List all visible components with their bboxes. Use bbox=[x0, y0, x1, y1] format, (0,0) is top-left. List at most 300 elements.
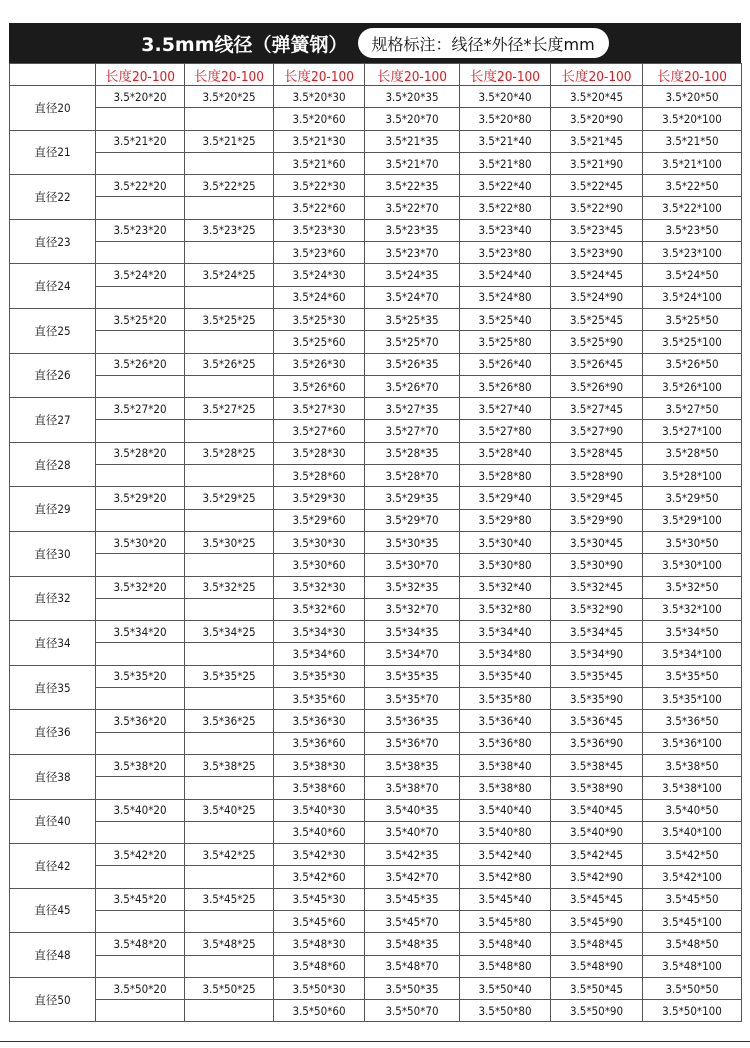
table-row bbox=[10, 331, 742, 353]
spec-cell: 3.5*36*35 bbox=[365, 710, 460, 732]
spec-cell: 3.5*45*90 bbox=[551, 910, 643, 932]
spec-cell: 3.5*29*40 bbox=[460, 487, 551, 509]
page-title: 3.5mm线径（弹簧钢） bbox=[141, 33, 348, 56]
spec-cell: 3.5*20*45 bbox=[551, 86, 643, 108]
spec-cell: 3.5*40*100 bbox=[643, 821, 742, 843]
spec-cell: 3.5*42*100 bbox=[643, 866, 742, 888]
spec-cell: 3.5*26*45 bbox=[551, 353, 643, 375]
spec-cell: 3.5*22*50 bbox=[643, 175, 742, 197]
spec-cell bbox=[96, 598, 185, 620]
spec-cell: 3.5*29*35 bbox=[365, 487, 460, 509]
spec-cell: 3.5*34*60 bbox=[274, 643, 365, 665]
spec-cell: 3.5*38*45 bbox=[551, 754, 643, 776]
spec-cell: 3.5*35*20 bbox=[96, 665, 185, 687]
table-row bbox=[10, 375, 742, 397]
table-row bbox=[10, 286, 742, 308]
spec-cell: 3.5*27*60 bbox=[274, 420, 365, 442]
spec-cell: 3.5*24*100 bbox=[643, 286, 742, 308]
spec-cell: 3.5*21*80 bbox=[460, 152, 551, 174]
table-row bbox=[10, 888, 742, 910]
spec-cell bbox=[96, 375, 185, 397]
spec-cell bbox=[185, 465, 274, 487]
table-row bbox=[10, 643, 742, 665]
spec-cell: 3.5*20*30 bbox=[274, 86, 365, 108]
spec-cell: 3.5*22*60 bbox=[274, 197, 365, 219]
table-row bbox=[10, 308, 742, 330]
spec-cell: 3.5*40*45 bbox=[551, 799, 643, 821]
spec-cell: 3.5*34*80 bbox=[460, 643, 551, 665]
spec-cell: 3.5*30*20 bbox=[96, 531, 185, 553]
spec-cell: 3.5*34*90 bbox=[551, 643, 643, 665]
spec-cell: 3.5*24*80 bbox=[460, 286, 551, 308]
spec-cell: 3.5*50*20 bbox=[96, 977, 185, 999]
table-row bbox=[10, 420, 742, 442]
bottom-divider bbox=[0, 1041, 750, 1042]
spec-cell: 3.5*45*80 bbox=[460, 910, 551, 932]
table-row bbox=[10, 754, 742, 776]
spec-cell: 3.5*45*60 bbox=[274, 910, 365, 932]
spec-cell: 3.5*42*80 bbox=[460, 866, 551, 888]
spec-cell: 3.5*20*70 bbox=[365, 108, 460, 130]
spec-cell bbox=[185, 509, 274, 531]
spec-cell: 3.5*34*30 bbox=[274, 621, 365, 643]
spec-cell: 3.5*22*25 bbox=[185, 175, 274, 197]
table-row bbox=[10, 197, 742, 219]
spec-cell: 3.5*29*50 bbox=[643, 487, 742, 509]
spec-cell: 3.5*48*40 bbox=[460, 933, 551, 955]
diameter-label: 直径48 bbox=[10, 933, 96, 978]
spec-cell: 3.5*21*45 bbox=[551, 130, 643, 152]
spec-cell: 3.5*45*35 bbox=[365, 888, 460, 910]
table-row bbox=[10, 799, 742, 821]
spec-cell: 3.5*50*80 bbox=[460, 1000, 551, 1022]
table-row bbox=[10, 175, 742, 197]
spec-cell: 3.5*28*60 bbox=[274, 465, 365, 487]
spec-cell: 3.5*20*90 bbox=[551, 108, 643, 130]
spec-cell: 3.5*35*30 bbox=[274, 665, 365, 687]
table-row bbox=[10, 866, 742, 888]
spec-cell: 3.5*35*60 bbox=[274, 688, 365, 710]
spec-cell: 3.5*22*30 bbox=[274, 175, 365, 197]
spec-cell: 3.5*28*70 bbox=[365, 465, 460, 487]
column-header-length: 长度20-100 bbox=[185, 64, 274, 86]
spec-cell: 3.5*32*40 bbox=[460, 576, 551, 598]
spec-cell bbox=[96, 688, 185, 710]
spec-cell: 3.5*25*100 bbox=[643, 331, 742, 353]
spec-cell: 3.5*36*90 bbox=[551, 732, 643, 754]
table-row bbox=[10, 688, 742, 710]
spec-cell: 3.5*50*50 bbox=[643, 977, 742, 999]
diameter-label: 直径36 bbox=[10, 710, 96, 755]
spec-cell: 3.5*27*25 bbox=[185, 398, 274, 420]
spec-cell bbox=[96, 420, 185, 442]
column-header-length: 长度20-100 bbox=[460, 64, 551, 86]
spec-cell: 3.5*45*50 bbox=[643, 888, 742, 910]
table-row bbox=[10, 465, 742, 487]
table-row bbox=[10, 86, 742, 108]
spec-cell: 3.5*38*20 bbox=[96, 754, 185, 776]
spec-cell: 3.5*26*35 bbox=[365, 353, 460, 375]
spec-cell bbox=[96, 821, 185, 843]
spec-cell: 3.5*26*25 bbox=[185, 353, 274, 375]
spec-cell bbox=[96, 152, 185, 174]
table-row bbox=[10, 554, 742, 576]
spec-cell: 3.5*27*80 bbox=[460, 420, 551, 442]
spec-cell: 3.5*38*25 bbox=[185, 754, 274, 776]
spec-cell: 3.5*30*100 bbox=[643, 554, 742, 576]
spec-cell bbox=[185, 821, 274, 843]
spec-cell bbox=[185, 331, 274, 353]
spec-cell: 3.5*28*45 bbox=[551, 442, 643, 464]
spec-cell: 3.5*34*20 bbox=[96, 621, 185, 643]
spec-cell: 3.5*38*80 bbox=[460, 777, 551, 799]
spec-cell: 3.5*26*20 bbox=[96, 353, 185, 375]
spec-cell: 3.5*26*100 bbox=[643, 375, 742, 397]
spec-cell: 3.5*29*60 bbox=[274, 509, 365, 531]
spec-cell: 3.5*36*20 bbox=[96, 710, 185, 732]
table-row bbox=[10, 977, 742, 999]
spec-cell: 3.5*24*70 bbox=[365, 286, 460, 308]
spec-cell: 3.5*30*30 bbox=[274, 531, 365, 553]
spec-cell: 3.5*25*25 bbox=[185, 308, 274, 330]
table-row bbox=[10, 509, 742, 531]
spec-cell: 3.5*24*40 bbox=[460, 264, 551, 286]
spec-cell: 3.5*22*20 bbox=[96, 175, 185, 197]
table-row bbox=[10, 442, 742, 464]
spec-cell: 3.5*40*80 bbox=[460, 821, 551, 843]
spec-cell: 3.5*25*70 bbox=[365, 331, 460, 353]
spec-cell: 3.5*50*30 bbox=[274, 977, 365, 999]
diameter-label: 直径27 bbox=[10, 398, 96, 443]
spec-cell: 3.5*21*30 bbox=[274, 130, 365, 152]
spec-cell: 3.5*48*100 bbox=[643, 955, 742, 977]
spec-cell: 3.5*23*70 bbox=[365, 242, 460, 264]
spec-cell: 3.5*36*45 bbox=[551, 710, 643, 732]
table-row bbox=[10, 264, 742, 286]
spec-cell: 3.5*25*40 bbox=[460, 308, 551, 330]
spec-cell: 3.5*48*60 bbox=[274, 955, 365, 977]
spec-cell: 3.5*28*50 bbox=[643, 442, 742, 464]
spec-cell: 3.5*27*20 bbox=[96, 398, 185, 420]
spec-cell: 3.5*32*60 bbox=[274, 598, 365, 620]
spec-cell: 3.5*28*35 bbox=[365, 442, 460, 464]
spec-cell: 3.5*30*70 bbox=[365, 554, 460, 576]
spec-cell: 3.5*21*90 bbox=[551, 152, 643, 174]
spec-cell: 3.5*29*45 bbox=[551, 487, 643, 509]
spec-cell: 3.5*23*60 bbox=[274, 242, 365, 264]
spec-cell: 3.5*48*70 bbox=[365, 955, 460, 977]
spec-cell: 3.5*20*40 bbox=[460, 86, 551, 108]
spec-cell: 3.5*20*35 bbox=[365, 86, 460, 108]
spec-cell: 3.5*22*35 bbox=[365, 175, 460, 197]
spec-cell: 3.5*35*80 bbox=[460, 688, 551, 710]
table-row bbox=[10, 108, 742, 130]
spec-cell bbox=[185, 777, 274, 799]
spec-cell bbox=[96, 108, 185, 130]
spec-cell: 3.5*25*50 bbox=[643, 308, 742, 330]
diameter-label: 直径34 bbox=[10, 621, 96, 666]
spec-cell: 3.5*36*70 bbox=[365, 732, 460, 754]
spec-cell: 3.5*32*80 bbox=[460, 598, 551, 620]
spec-cell: 3.5*40*25 bbox=[185, 799, 274, 821]
spec-cell: 3.5*48*25 bbox=[185, 933, 274, 955]
table-row bbox=[10, 621, 742, 643]
spec-cell: 3.5*42*20 bbox=[96, 844, 185, 866]
spec-cell: 3.5*38*30 bbox=[274, 754, 365, 776]
spec-cell: 3.5*40*30 bbox=[274, 799, 365, 821]
spec-cell: 3.5*36*50 bbox=[643, 710, 742, 732]
spec-cell: 3.5*30*90 bbox=[551, 554, 643, 576]
spec-cell: 3.5*40*35 bbox=[365, 799, 460, 821]
spec-cell: 3.5*28*40 bbox=[460, 442, 551, 464]
spec-table-body bbox=[10, 64, 742, 1022]
spec-cell: 3.5*20*60 bbox=[274, 108, 365, 130]
spec-cell: 3.5*32*25 bbox=[185, 576, 274, 598]
column-header-length: 长度20-100 bbox=[551, 64, 643, 86]
spec-cell: 3.5*35*40 bbox=[460, 665, 551, 687]
spec-cell: 3.5*42*30 bbox=[274, 844, 365, 866]
spec-cell: 3.5*23*80 bbox=[460, 242, 551, 264]
spec-cell: 3.5*42*50 bbox=[643, 844, 742, 866]
spec-cell: 3.5*24*35 bbox=[365, 264, 460, 286]
diameter-label: 直径30 bbox=[10, 531, 96, 576]
spec-cell: 3.5*40*90 bbox=[551, 821, 643, 843]
spec-cell: 3.5*26*50 bbox=[643, 353, 742, 375]
spec-cell: 3.5*22*45 bbox=[551, 175, 643, 197]
column-header-length: 长度20-100 bbox=[365, 64, 460, 86]
spec-cell: 3.5*42*70 bbox=[365, 866, 460, 888]
spec-cell: 3.5*23*90 bbox=[551, 242, 643, 264]
spec-cell: 3.5*20*20 bbox=[96, 86, 185, 108]
spec-cell: 3.5*21*60 bbox=[274, 152, 365, 174]
spec-cell: 3.5*50*60 bbox=[274, 1000, 365, 1022]
spec-cell: 3.5*21*25 bbox=[185, 130, 274, 152]
spec-cell bbox=[185, 242, 274, 264]
table-row bbox=[10, 219, 742, 241]
spec-cell bbox=[96, 509, 185, 531]
diameter-label: 直径35 bbox=[10, 665, 96, 710]
table-row bbox=[10, 910, 742, 932]
spec-cell: 3.5*50*100 bbox=[643, 1000, 742, 1022]
spec-cell: 3.5*48*80 bbox=[460, 955, 551, 977]
spec-cell: 3.5*42*35 bbox=[365, 844, 460, 866]
spec-cell: 3.5*34*100 bbox=[643, 643, 742, 665]
spec-cell: 3.5*25*35 bbox=[365, 308, 460, 330]
title-bar bbox=[9, 23, 741, 63]
spec-cell: 3.5*35*35 bbox=[365, 665, 460, 687]
diameter-label: 直径38 bbox=[10, 754, 96, 799]
spec-cell: 3.5*29*20 bbox=[96, 487, 185, 509]
spec-note-badge: 规格标注：线径*外径*长度mm bbox=[358, 28, 609, 58]
spec-cell: 3.5*36*100 bbox=[643, 732, 742, 754]
spec-cell: 3.5*36*25 bbox=[185, 710, 274, 732]
spec-cell: 3.5*42*40 bbox=[460, 844, 551, 866]
spec-cell: 3.5*30*60 bbox=[274, 554, 365, 576]
spec-cell: 3.5*42*45 bbox=[551, 844, 643, 866]
spec-cell: 3.5*28*20 bbox=[96, 442, 185, 464]
spec-cell: 3.5*25*30 bbox=[274, 308, 365, 330]
spec-cell: 3.5*29*80 bbox=[460, 509, 551, 531]
spec-cell: 3.5*38*70 bbox=[365, 777, 460, 799]
spec-cell: 3.5*25*80 bbox=[460, 331, 551, 353]
spec-cell: 3.5*34*45 bbox=[551, 621, 643, 643]
spec-cell: 3.5*28*25 bbox=[185, 442, 274, 464]
table-row bbox=[10, 1000, 742, 1022]
spec-cell: 3.5*24*20 bbox=[96, 264, 185, 286]
spec-cell bbox=[185, 910, 274, 932]
spec-cell bbox=[185, 108, 274, 130]
spec-cell: 3.5*50*70 bbox=[365, 1000, 460, 1022]
spec-cell: 3.5*38*90 bbox=[551, 777, 643, 799]
diameter-label: 直径40 bbox=[10, 799, 96, 844]
spec-cell: 3.5*34*40 bbox=[460, 621, 551, 643]
spec-cell: 3.5*35*45 bbox=[551, 665, 643, 687]
spec-cell: 3.5*45*70 bbox=[365, 910, 460, 932]
table-row bbox=[10, 933, 742, 955]
spec-cell bbox=[96, 331, 185, 353]
spec-cell bbox=[96, 777, 185, 799]
spec-cell: 3.5*40*40 bbox=[460, 799, 551, 821]
spec-cell: 3.5*38*100 bbox=[643, 777, 742, 799]
spec-cell: 3.5*23*30 bbox=[274, 219, 365, 241]
spec-cell: 3.5*24*50 bbox=[643, 264, 742, 286]
spec-cell: 3.5*29*100 bbox=[643, 509, 742, 531]
spec-cell bbox=[96, 955, 185, 977]
diameter-label: 直径21 bbox=[10, 130, 96, 175]
spec-cell: 3.5*48*35 bbox=[365, 933, 460, 955]
spec-cell: 3.5*27*90 bbox=[551, 420, 643, 442]
spec-cell bbox=[96, 554, 185, 576]
spec-cell: 3.5*40*20 bbox=[96, 799, 185, 821]
table-row bbox=[10, 398, 742, 420]
spec-cell bbox=[185, 866, 274, 888]
spec-cell: 3.5*32*50 bbox=[643, 576, 742, 598]
table-row bbox=[10, 242, 742, 264]
spec-cell: 3.5*28*30 bbox=[274, 442, 365, 464]
spec-cell bbox=[96, 732, 185, 754]
spec-cell: 3.5*40*60 bbox=[274, 821, 365, 843]
spec-cell: 3.5*23*100 bbox=[643, 242, 742, 264]
spec-cell bbox=[185, 286, 274, 308]
table-row bbox=[10, 576, 742, 598]
diameter-label: 直径24 bbox=[10, 264, 96, 309]
spec-cell: 3.5*24*45 bbox=[551, 264, 643, 286]
spec-cell: 3.5*21*35 bbox=[365, 130, 460, 152]
spec-cell: 3.5*26*40 bbox=[460, 353, 551, 375]
spec-cell: 3.5*27*40 bbox=[460, 398, 551, 420]
spec-cell: 3.5*50*90 bbox=[551, 1000, 643, 1022]
spec-cell bbox=[96, 242, 185, 264]
spec-cell: 3.5*45*40 bbox=[460, 888, 551, 910]
spec-cell: 3.5*28*90 bbox=[551, 465, 643, 487]
spec-cell: 3.5*22*80 bbox=[460, 197, 551, 219]
spec-cell: 3.5*50*45 bbox=[551, 977, 643, 999]
spec-cell: 3.5*50*25 bbox=[185, 977, 274, 999]
spec-cell: 3.5*45*25 bbox=[185, 888, 274, 910]
spec-cell: 3.5*27*100 bbox=[643, 420, 742, 442]
spec-cell bbox=[96, 910, 185, 932]
table-row bbox=[10, 777, 742, 799]
spec-cell: 3.5*45*45 bbox=[551, 888, 643, 910]
spec-cell: 3.5*45*20 bbox=[96, 888, 185, 910]
spec-cell: 3.5*29*25 bbox=[185, 487, 274, 509]
table-row bbox=[10, 732, 742, 754]
spec-cell: 3.5*48*50 bbox=[643, 933, 742, 955]
spec-cell: 3.5*40*70 bbox=[365, 821, 460, 843]
table-row bbox=[10, 598, 742, 620]
spec-cell: 3.5*42*25 bbox=[185, 844, 274, 866]
spec-cell: 3.5*23*40 bbox=[460, 219, 551, 241]
spec-cell: 3.5*25*20 bbox=[96, 308, 185, 330]
spec-cell: 3.5*23*50 bbox=[643, 219, 742, 241]
spec-cell: 3.5*32*45 bbox=[551, 576, 643, 598]
spec-cell: 3.5*48*45 bbox=[551, 933, 643, 955]
spec-cell: 3.5*23*35 bbox=[365, 219, 460, 241]
spec-cell: 3.5*34*35 bbox=[365, 621, 460, 643]
spec-cell: 3.5*35*70 bbox=[365, 688, 460, 710]
spec-cell bbox=[185, 598, 274, 620]
spec-cell: 3.5*30*45 bbox=[551, 531, 643, 553]
diameter-label: 直径29 bbox=[10, 487, 96, 532]
diameter-label: 直径23 bbox=[10, 219, 96, 264]
spec-cell bbox=[185, 197, 274, 219]
spec-cell: 3.5*24*25 bbox=[185, 264, 274, 286]
spec-cell: 3.5*20*50 bbox=[643, 86, 742, 108]
spec-cell: 3.5*27*30 bbox=[274, 398, 365, 420]
spec-cell: 3.5*32*70 bbox=[365, 598, 460, 620]
spec-cell: 3.5*22*100 bbox=[643, 197, 742, 219]
spec-cell: 3.5*25*60 bbox=[274, 331, 365, 353]
spec-cell: 3.5*32*35 bbox=[365, 576, 460, 598]
table-row bbox=[10, 955, 742, 977]
spec-cell: 3.5*30*35 bbox=[365, 531, 460, 553]
spec-cell: 3.5*38*60 bbox=[274, 777, 365, 799]
spec-cell bbox=[96, 197, 185, 219]
spec-cell: 3.5*50*40 bbox=[460, 977, 551, 999]
spec-cell: 3.5*21*40 bbox=[460, 130, 551, 152]
diameter-label: 直径42 bbox=[10, 844, 96, 889]
spec-cell: 3.5*24*30 bbox=[274, 264, 365, 286]
spec-cell: 3.5*30*50 bbox=[643, 531, 742, 553]
spec-cell: 3.5*27*70 bbox=[365, 420, 460, 442]
spec-cell bbox=[185, 732, 274, 754]
spec-cell: 3.5*20*100 bbox=[643, 108, 742, 130]
diameter-label: 直径50 bbox=[10, 977, 96, 1022]
spec-cell: 3.5*26*70 bbox=[365, 375, 460, 397]
table-row bbox=[10, 152, 742, 174]
spec-cell: 3.5*26*30 bbox=[274, 353, 365, 375]
spec-cell: 3.5*30*25 bbox=[185, 531, 274, 553]
spec-table bbox=[9, 63, 742, 1022]
spec-cell: 3.5*32*30 bbox=[274, 576, 365, 598]
spec-cell: 3.5*38*35 bbox=[365, 754, 460, 776]
spec-cell: 3.5*22*40 bbox=[460, 175, 551, 197]
table-row bbox=[10, 821, 742, 843]
spec-cell: 3.5*29*70 bbox=[365, 509, 460, 531]
spec-cell: 3.5*21*20 bbox=[96, 130, 185, 152]
spec-cell bbox=[96, 465, 185, 487]
diameter-label: 直径26 bbox=[10, 353, 96, 398]
spec-cell: 3.5*22*90 bbox=[551, 197, 643, 219]
diameter-label: 直径22 bbox=[10, 175, 96, 220]
spec-cell: 3.5*32*20 bbox=[96, 576, 185, 598]
spec-cell: 3.5*48*30 bbox=[274, 933, 365, 955]
column-header-length: 长度20-100 bbox=[96, 64, 185, 86]
spec-cell bbox=[185, 554, 274, 576]
column-header-length: 长度20-100 bbox=[643, 64, 742, 86]
spec-cell: 3.5*36*60 bbox=[274, 732, 365, 754]
spec-cell: 3.5*34*25 bbox=[185, 621, 274, 643]
